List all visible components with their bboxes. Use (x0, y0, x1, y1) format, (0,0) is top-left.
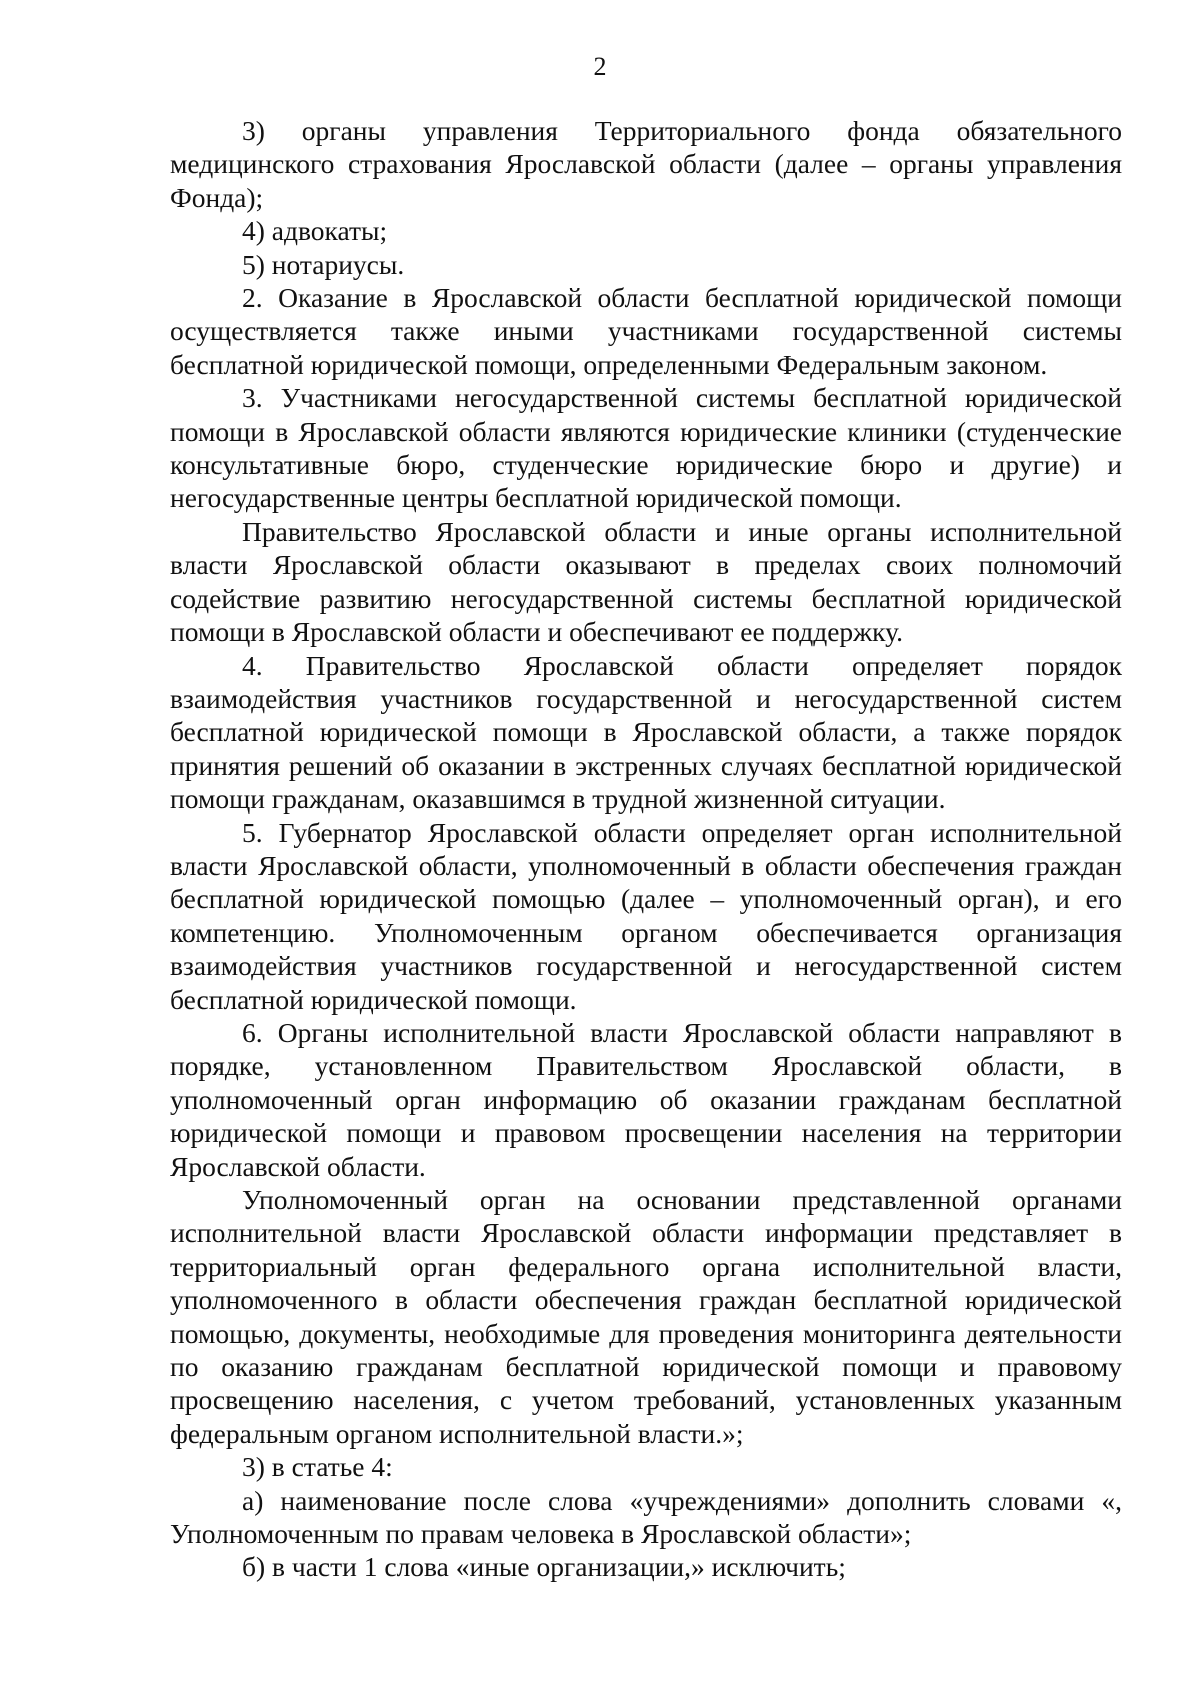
paragraph-clause-6-authorized-body: Уполномоченный орган на основании представленной органами исполнительной власти Ярославской области информации представляет в территориальный орган федерального органа исполнительной власти, уполномоченного в области обеспечения граждан бесплатной юридической помощью, документы, необходимые для проведения мониторинга деятельности по оказанию гражданам бесплатной юридической помощи и правовому просвещению населения, с учетом требований, установленных указанным федеральным органом исполнительной власти.»; (170, 1184, 1122, 1449)
paragraph-clause-6: 6. Органы исполнительной власти Ярославской области направляют в порядке, установленном Правительством Ярославской области, в уполномоченный орган информацию об оказании гражданам бесплатной юридической помощи и правовом просвещении населения на территории Ярославской области. (170, 1016, 1122, 1182)
paragraph-clause-2: 2. Оказание в Ярославской области бесплатной юридической помощи осуществляется также иными участниками государственной системы бесплатной юридической помощи, определенными Федеральным законом. (170, 282, 1122, 380)
paragraph-subitem-a: а) наименование после слова «учреждениями» дополнить словами «, Уполномоченным по правам человека в Ярославской области»; (170, 1484, 1122, 1550)
paragraph-item-5-notaries: 5) нотариусы. (242, 248, 405, 280)
paragraph-item-4-lawyers: 4) адвокаты; (242, 215, 388, 247)
paragraph-item-3-fund-bodies: 3) органы управления Территориального фонда обязательного медицинского страхования Ярославской области (далее – органы управления Фонда); (170, 115, 1122, 213)
paragraph-clause-5: 5. Губернатор Ярославской области определяет орган исполнительной власти Ярославской области, уполномоченный в области обеспечения граждан бесплатной юридической помощью (далее – уполномоченный орган), и его компетенцию. Уполномоченным органом обеспечивается организация взаимодействия участников государственной и негосударственной систем бесплатной юридической помощи. (170, 816, 1122, 1015)
page-number: 2 (593, 52, 607, 81)
paragraph-clause-4: 4. Правительство Ярославской области определяет порядок взаимодействия участников государственной и негосударственной систем бесплатной юридической помощи в Ярославской области, а также порядок принятия решений об оказании в экстренных случаях бесплатной юридической помощи гражданам, оказавшимся в трудной жизненной ситуации. (170, 649, 1122, 815)
paragraph-clause-3-government-support: Правительство Ярославской области и иные органы исполнительной власти Ярославской области оказывают в пределах своих полномочий содействие развитию негосударственной системы бесплатной юридической помощи в Ярославской области и обеспечивают ее поддержку. (170, 515, 1122, 648)
paragraph-article-4-amendment: 3) в статье 4: (242, 1451, 393, 1483)
document-body (170, 114, 1122, 1584)
paragraph-subitem-b: б) в части 1 слова «иные организации,» исключить; (242, 1551, 846, 1583)
paragraph-clause-3: 3. Участниками негосударственной системы бесплатной юридической помощи в Ярославской области являются юридические клиники (студенческие консультативные бюро, студенческие юридические бюро и другие) и негосударственные центры бесплатной юридической помощи. (170, 382, 1122, 514)
